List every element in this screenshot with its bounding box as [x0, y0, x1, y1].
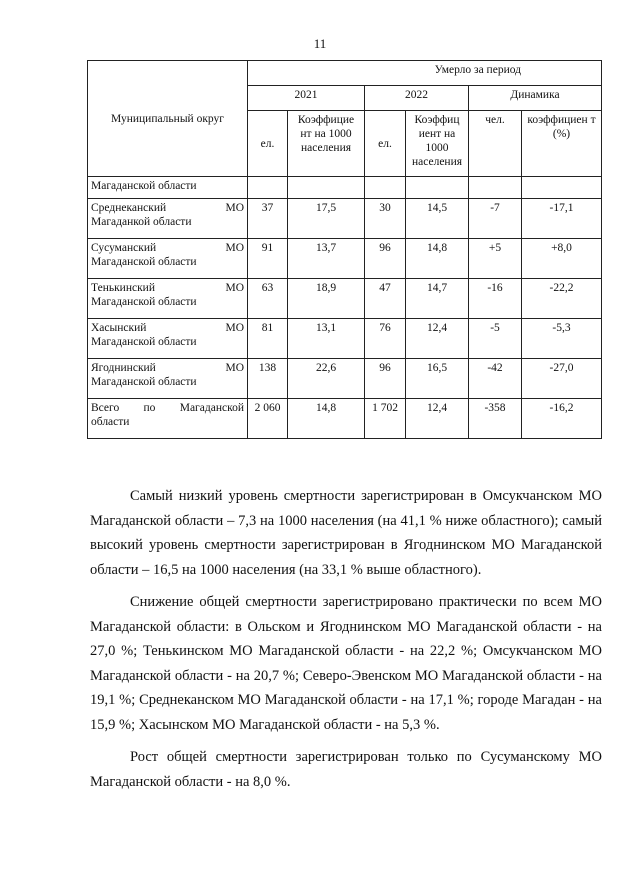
row-name-line1: Сусуманский МО	[91, 242, 244, 254]
cell-dyn-people: -7	[469, 199, 522, 239]
row-name	[88, 399, 248, 439]
cell-coef-2021: 17,5	[288, 199, 365, 239]
row-name	[88, 359, 248, 399]
table-row-carry	[88, 177, 602, 199]
table-row	[88, 279, 602, 319]
table-row	[88, 199, 602, 239]
page-number: 11	[313, 36, 327, 51]
cell-coef-2021: 22,6	[288, 359, 365, 399]
header-coef-2021: Коэффицие нт на 1000 населения	[288, 111, 365, 177]
cell-dyn-people: +5	[469, 239, 522, 279]
cell-dyn-people: -42	[469, 359, 522, 399]
body-text	[90, 484, 602, 802]
row-name-line1: Среднеканский МО	[91, 202, 244, 214]
cell-people-2022: 96	[365, 239, 406, 279]
row-name-line1: Тенькинский МО	[91, 282, 244, 294]
cell-dyn-coef: -27,0	[522, 359, 602, 399]
cell-people-2022: 96	[365, 359, 406, 399]
cell-people-2021: 2 060	[248, 399, 288, 439]
row-name-line1: Ягоднинский МО	[91, 362, 244, 374]
cell-coef-2022: 14,5	[406, 199, 469, 239]
header-2021: 2021	[248, 86, 365, 111]
row-name-line2: Магаданкой области	[91, 216, 192, 228]
row-name	[88, 279, 248, 319]
mortality-table	[87, 60, 602, 439]
table-row	[88, 319, 602, 359]
header-dyn-people: чел.	[469, 111, 522, 177]
cell-dyn-people: -5	[469, 319, 522, 359]
cell-coef-2022: 12,4	[406, 399, 469, 439]
row-name	[88, 239, 248, 279]
header-coef-2022: Коэффиц иент на 1000 населения	[406, 111, 469, 177]
cell-dyn-people: -16	[469, 279, 522, 319]
cell-people-2021: 63	[248, 279, 288, 319]
header-people-2022: ел.	[365, 111, 406, 177]
paragraph-decrease: Снижение общей смертности зарегистрировано практически по всем МО Магаданской области: в Ольском и Ягоднинском МО Магаданской области - на 27,0 %; Тенькинском МО Магаданской области - на 22,2 %; Омсукчанском МО Магаданской области - на 20,7 %; Северо-Эвенском МО Магаданской области - на 19,1 %; Среднеканском МО Магаданской области - на 17,1 %; городе Магадан - на 15,9 %; Хасынском МО Магаданской области - на 5,3 %.	[90, 594, 602, 733]
header-row-1	[88, 61, 602, 86]
header-municipal: Муниципальный округ	[88, 61, 248, 177]
cell-dyn-coef: -16,2	[522, 399, 602, 439]
cell-people-2021: 138	[248, 359, 288, 399]
carry-label: Магаданской области	[88, 177, 248, 199]
table-row	[88, 359, 602, 399]
row-name	[88, 199, 248, 239]
cell-coef-2022: 16,5	[406, 359, 469, 399]
header-died: Умерло за период	[248, 61, 602, 86]
cell-coef-2021: 18,9	[288, 279, 365, 319]
row-name-line2: Магаданской области	[91, 336, 197, 348]
table-row	[88, 239, 602, 279]
cell-people-2022: 1 702	[365, 399, 406, 439]
cell-dyn-coef: +8,0	[522, 239, 602, 279]
cell-coef-2021: 14,8	[288, 399, 365, 439]
cell-coef-2022: 14,7	[406, 279, 469, 319]
table-row-total	[88, 399, 602, 439]
cell-coef-2021: 13,1	[288, 319, 365, 359]
cell-people-2022: 47	[365, 279, 406, 319]
header-dyn-coef: коэффициен т (%)	[522, 111, 602, 177]
cell-dyn-coef: -22,2	[522, 279, 602, 319]
cell-dyn-people: -358	[469, 399, 522, 439]
cell-people-2021: 37	[248, 199, 288, 239]
cell-people-2022: 30	[365, 199, 406, 239]
paragraph-increase: Рост общей смертности зарегистрирован только по Сусуманскому МО Магаданской области - на 8,0 %.	[90, 749, 602, 790]
row-name-line2: Магаданской области	[91, 376, 197, 388]
cell-dyn-coef: -5,3	[522, 319, 602, 359]
cell-people-2021: 81	[248, 319, 288, 359]
cell-people-2022: 76	[365, 319, 406, 359]
row-name-line2: Магаданской области	[91, 296, 197, 308]
cell-dyn-coef: -17,1	[522, 199, 602, 239]
header-2022: 2022	[365, 86, 469, 111]
row-name-line2: Магаданской области	[91, 256, 197, 268]
cell-people-2021: 91	[248, 239, 288, 279]
header-people-2021: ел.	[248, 111, 288, 177]
cell-coef-2022: 14,8	[406, 239, 469, 279]
paragraph-lowest-highest: Самый низкий уровень смертности зарегистрирован в Омсукчанском МО Магаданской области – 7,3 на 1000 населения (на 41,1 % ниже областного); самый высокий уровень смертности зарегистрирован в Ягоднинском МО Магаданской области – 16,5 на 1000 населения (на 33,1 % выше областного).	[90, 488, 602, 578]
cell-coef-2021: 13,7	[288, 239, 365, 279]
row-name	[88, 319, 248, 359]
row-name-line2: области	[91, 416, 130, 428]
cell-coef-2022: 12,4	[406, 319, 469, 359]
header-dynamics: Динамика	[469, 86, 602, 111]
row-name-line1: Хасынский МО	[91, 322, 244, 334]
row-name-line1: Всего по Магаданской	[91, 402, 244, 414]
